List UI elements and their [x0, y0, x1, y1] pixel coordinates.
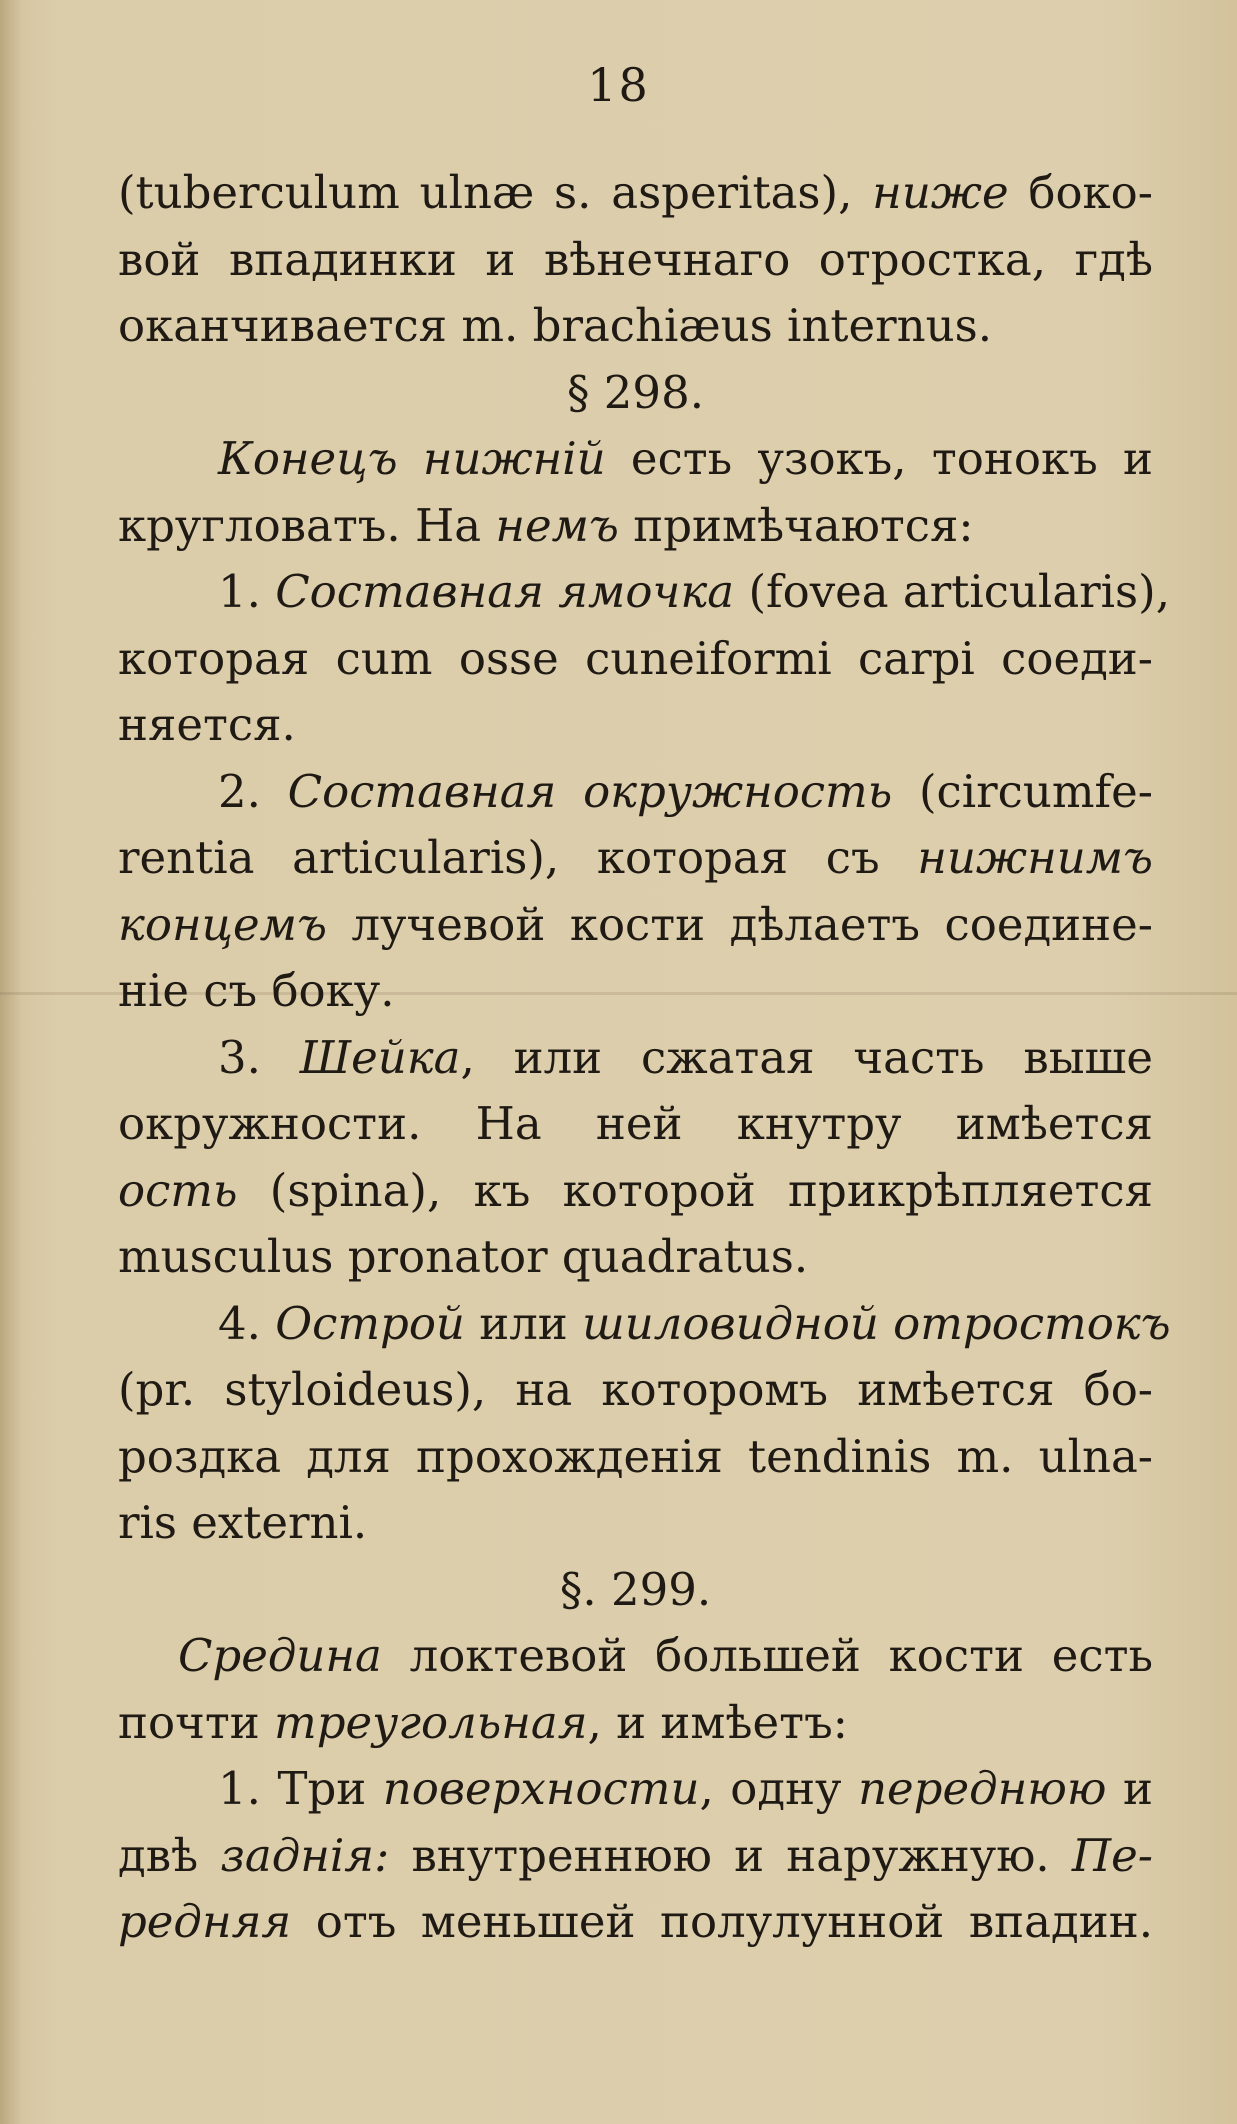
- text-segment: окружности. На ней кнутру имѣется: [118, 1097, 1153, 1150]
- italic-term: немъ: [495, 498, 619, 552]
- text-segment: которая cum osse cuneiformi carpi соеди-: [118, 631, 1153, 685]
- text-segment: оканчивается m. brachiæus internus.: [118, 299, 993, 352]
- text-segment: кругловатъ. На: [118, 498, 496, 552]
- text-line: [118, 559, 1171, 626]
- italic-term: треугольная: [274, 1695, 588, 1749]
- italic-term: Конецъ нижній: [218, 432, 606, 485]
- text-segment: ніе съ боку.: [118, 964, 395, 1017]
- text-line: [118, 1889, 1153, 1956]
- text-line: [118, 626, 1153, 693]
- italic-term: переднюю: [858, 1762, 1107, 1815]
- text-segment: rentia articularis), которая съ: [118, 831, 918, 884]
- text-segment: внутреннюю и наружную.: [389, 1828, 1072, 1882]
- italic-term: ость: [118, 1163, 238, 1217]
- text-line: [118, 1224, 1153, 1291]
- text-line: [118, 160, 1153, 227]
- italic-term: поверхности: [382, 1762, 700, 1815]
- text-segment: §. 299.: [559, 1562, 712, 1616]
- text-segment: и: [1106, 1762, 1154, 1815]
- italic-term: заднія:: [220, 1828, 390, 1882]
- italic-term: концемъ: [118, 897, 327, 951]
- italic-term: нижнимъ: [917, 831, 1153, 884]
- text-segment: (spina), къ которой прикрѣпляется: [237, 1163, 1153, 1217]
- section-heading: [118, 1557, 1153, 1624]
- text-segment: , или сжатая часть выше: [460, 1030, 1153, 1084]
- text-segment: , и имѣетъ:: [587, 1695, 848, 1749]
- text-segment: боко-: [1008, 166, 1153, 219]
- page-number: 18: [587, 58, 650, 112]
- text-segment: ris externi.: [118, 1496, 368, 1549]
- text-line: [118, 227, 1153, 294]
- italic-term: Шейка: [299, 1030, 461, 1084]
- text-line: [118, 1025, 1153, 1092]
- section-heading: [118, 360, 1153, 427]
- text-line: [118, 1823, 1153, 1890]
- text-line: [118, 1623, 1153, 1690]
- text-segment: musculus pronator quadratus.: [118, 1230, 809, 1283]
- text-line: [118, 1158, 1153, 1225]
- text-segment: (circumfe-: [892, 764, 1153, 818]
- text-segment: отъ меньшей полулунной впадин.: [291, 1895, 1153, 1948]
- text-line: [118, 1291, 1171, 1358]
- text-segment: , одну: [699, 1762, 859, 1815]
- italic-term: Пе-: [1071, 1828, 1154, 1882]
- text-line: [118, 1756, 1153, 1823]
- italic-term: редняя: [118, 1895, 292, 1948]
- text-segment: почти: [118, 1695, 275, 1749]
- text-line: [118, 1690, 1153, 1757]
- text-line: [118, 692, 1153, 759]
- text-line: [118, 293, 1153, 360]
- text-segment: лучевой кости дѣлаетъ соедине-: [326, 897, 1153, 951]
- text-segment: двѣ: [118, 1828, 221, 1882]
- text-line: [118, 958, 1153, 1025]
- body-text: [118, 160, 1171, 1956]
- text-segment: (fovea articularis),: [734, 565, 1171, 618]
- text-segment: 4.: [218, 1296, 276, 1350]
- text-segment: няется.: [118, 698, 296, 751]
- text-segment: 3.: [218, 1030, 300, 1084]
- text-segment: (tuberculum ulnæ s. asperitas),: [118, 166, 873, 219]
- text-segment: § 298.: [567, 365, 704, 419]
- italic-term: Острой: [275, 1296, 465, 1350]
- text-line: [118, 825, 1153, 892]
- text-segment: или: [464, 1296, 583, 1350]
- text-line: [118, 892, 1153, 959]
- italic-term: Составная ямочка: [275, 565, 735, 618]
- text-segment: примѣчаются:: [618, 498, 974, 552]
- text-line: [118, 759, 1153, 826]
- text-segment: 1. Три: [218, 1762, 383, 1815]
- text-line: [118, 426, 1153, 493]
- italic-term: шиловидной отростокъ: [582, 1296, 1171, 1350]
- italic-term: ниже: [872, 166, 1009, 219]
- text-segment: локтевой большей кости есть: [381, 1629, 1153, 1682]
- text-segment: вой впадинки и вѣнечнаго отростка, гдѣ: [118, 232, 1153, 286]
- text-segment: роздка для прохожденія tendinis m. ulna-: [118, 1429, 1153, 1483]
- text-segment: есть узокъ, тонокъ и: [605, 432, 1153, 485]
- text-line: [118, 1424, 1153, 1491]
- text-segment: 1.: [218, 565, 276, 618]
- text-line: [118, 1357, 1153, 1424]
- text-line: [118, 493, 1153, 560]
- text-line: [118, 1490, 1153, 1557]
- italic-term: Составная окружность: [287, 764, 893, 818]
- text-segment: (pr. styloideus), на которомъ имѣется бо-: [118, 1363, 1153, 1416]
- text-line: [118, 1091, 1153, 1158]
- italic-term: Средина: [178, 1629, 382, 1682]
- text-segment: 2.: [218, 764, 288, 818]
